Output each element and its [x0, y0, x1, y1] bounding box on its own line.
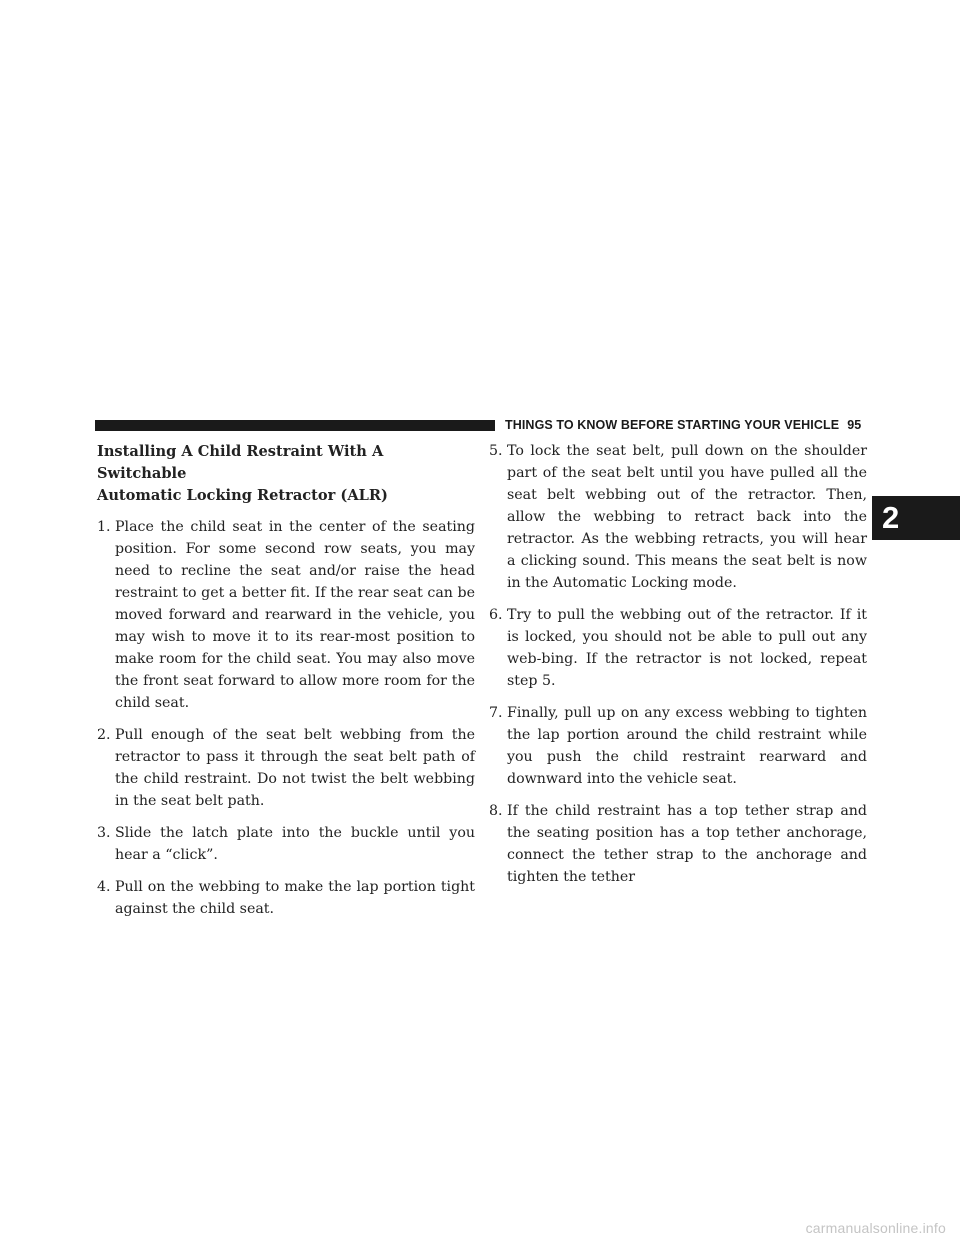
step-text: Slide the latch plate into the buckle until you hear a “click”. — [115, 825, 475, 863]
page-number: 95 — [847, 418, 862, 432]
running-header — [505, 417, 861, 433]
step-number: 7. — [489, 705, 503, 721]
running-header-title: THINGS TO KNOW BEFORE STARTING YOUR VEHICLE — [505, 418, 840, 432]
step-7 — [489, 702, 867, 790]
section-heading-line-2: Automatic Locking Retractor (ALR) — [97, 487, 388, 504]
step-number: 2. — [97, 727, 111, 743]
step-2 — [97, 724, 475, 812]
step-text: Place the child seat in the center of the seating position. For some second row seats, you may need to recline the seat and/or raise the head restraint to get a better fit. If the rear seat can be moved forward and rearward in the vehicle, you may wish to move it to its rear-most position to make room for the child seat. You may also move the front seat forward to allow more room for the child seat. — [115, 519, 475, 711]
step-number: 3. — [97, 825, 111, 841]
step-number: 6. — [489, 607, 503, 623]
step-text: Pull enough of the seat belt webbing from the retractor to pass it through the seat belt path of the child restraint. Do not twist the belt webbing in the seat belt path. — [115, 727, 475, 809]
header-rule — [95, 420, 495, 431]
step-number: 1. — [97, 519, 111, 535]
step-4 — [97, 876, 475, 920]
step-number: 8. — [489, 803, 503, 819]
step-text: If the child restraint has a top tether strap and the seating position has a top tether anchorage, connect the tether strap to the anchorage and tighten the tether — [507, 803, 867, 885]
step-5 — [489, 440, 867, 594]
left-column — [97, 440, 475, 930]
step-number: 4. — [97, 879, 111, 895]
watermark: carmanualsonline.info — [805, 1220, 946, 1236]
right-column — [489, 440, 867, 898]
step-6 — [489, 604, 867, 692]
section-heading-line-1: Installing A Child Restraint With A Switchable — [97, 443, 384, 482]
chapter-tab: 2 — [872, 496, 960, 540]
step-8 — [489, 800, 867, 888]
section-heading — [97, 441, 475, 507]
step-text: Pull on the webbing to make the lap portion tight against the child seat. — [115, 879, 475, 917]
step-3 — [97, 822, 475, 866]
step-number: 5. — [489, 443, 503, 459]
step-text: To lock the seat belt, pull down on the shoulder part of the seat belt until you have pulled all the seat belt webbing out of the retractor. Then, allow the webbing to retract back into the retractor. As the webbing retracts, you will hear a clicking sound. This means the seat belt is now in the Automatic Locking mode. — [507, 443, 867, 591]
step-text: Finally, pull up on any excess webbing to tighten the lap portion around the child restraint while you push the child restraint rearward and downward into the vehicle seat. — [507, 705, 867, 787]
step-1 — [97, 516, 475, 714]
step-text: Try to pull the webbing out of the retractor. If it is locked, you should not be able to pull out any web-bing. If the retractor is not locked, repeat step 5. — [507, 607, 867, 689]
